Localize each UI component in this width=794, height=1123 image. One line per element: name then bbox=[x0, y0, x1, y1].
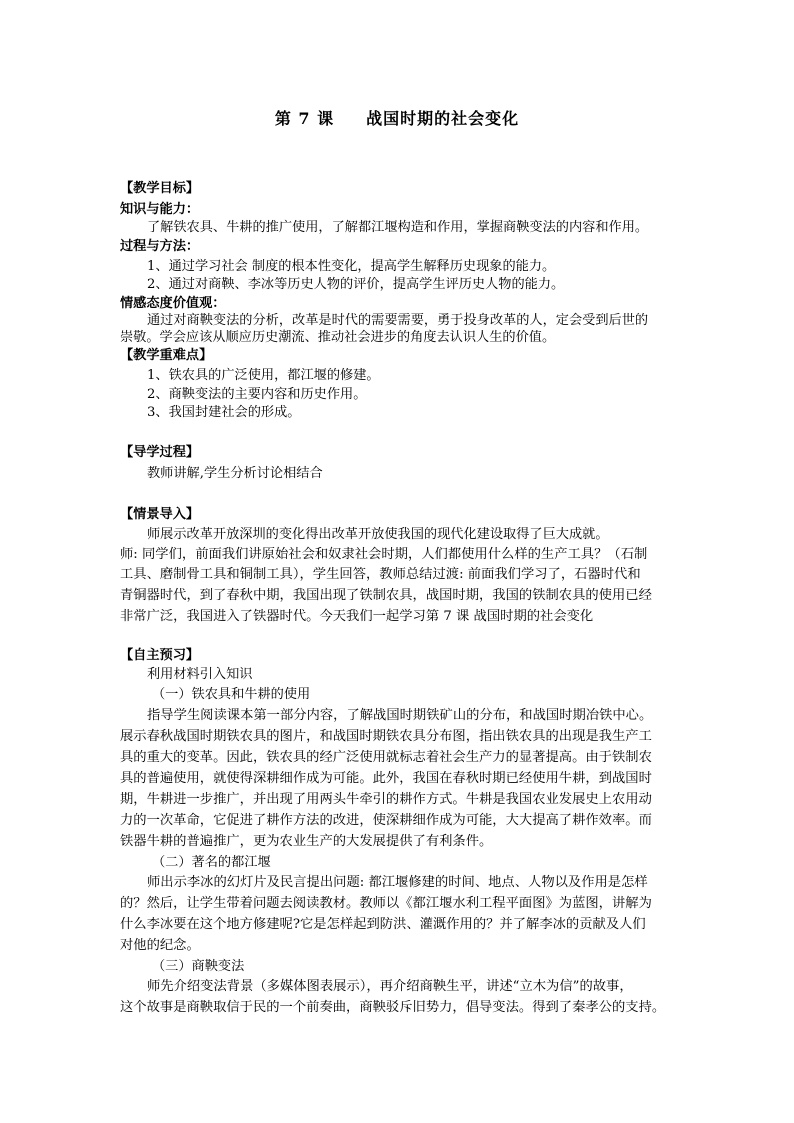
section-1-line-7: 铁器牛耕的普遍推广，更为农业生产的大发展提供了有利条件。 bbox=[120, 834, 493, 849]
section-2-line-1: 师出示李冰的幻灯片及民言提出问题: 都江堰修建的时间、地点、人物以及作用是怎样 bbox=[147, 875, 648, 890]
process-item-2: 2、通过对商鞅、李冰等历史人物的评价，提高学生评历史人物的能力。 bbox=[147, 277, 565, 292]
attitude-line-2: 崇敬。学会应该从顺应历史潮流、推动社会进步的角度去认识人生的价值。 bbox=[120, 330, 556, 345]
intro-line-1: 师展示改革开放深圳的变化得出改革开放使我国的现代化建设取得了巨大成就。 bbox=[147, 527, 609, 542]
knowledge-heading: 知识与能力： bbox=[120, 202, 200, 217]
attitude-heading: 情感态度价值观： bbox=[120, 296, 226, 311]
knowledge-text: 了解铁农具、牛耕的推广使用，了解都江堰构造和作用，掌握商鞅变法的内容和作用。 bbox=[147, 220, 649, 235]
section-1-line-3: 具的重大的变革。因此，铁农具的经广泛使用就标志着社会生产力的显著提高。由于铁制农 bbox=[120, 750, 652, 765]
key-point-1: 1、铁农具的广泛使用，都江堰的修建。 bbox=[147, 368, 380, 383]
lesson-title bbox=[0, 106, 794, 129]
process-heading: 过程与方法： bbox=[120, 239, 200, 254]
key-point-3: 3、我国封建社会的形成。 bbox=[147, 405, 301, 420]
key-points-heading: 【教学重难点】 bbox=[120, 348, 213, 363]
guide-heading: 【导学过程】 bbox=[120, 445, 200, 460]
section-1-line-2: 展示春秋战国时期铁农具的图片，和战国时期铁农具分布图，指出铁农具的出现是我生产工 bbox=[120, 729, 652, 744]
section-3-line-1: 师先介绍变法背景（多媒体图表展示），再介绍商鞅生平，讲述“立木为信”的故事， bbox=[147, 979, 633, 994]
guide-text: 教师讲解,学生分析讨论相结合 bbox=[147, 466, 323, 481]
preview-lead: 利用材料引入知识 bbox=[147, 667, 253, 682]
objectives-heading: 【教学目标】 bbox=[120, 181, 200, 196]
section-3-title: （三）商鞅变法 bbox=[152, 959, 245, 974]
section-2-line-2: 的？然后，让学生带着问题去阅读教材。教师以《都江堰水利工程平面图》为蓝图，讲解为 bbox=[120, 896, 652, 911]
intro-line-3: 工具、磨制骨工具和铜制工具），学生回答，教师总结过渡: 前面我们学习了，石器时代和 bbox=[120, 567, 641, 582]
section-1-line-4: 具的普遍使用，就使得深耕细作成为可能。此外，我国在春秋时期已经使用牛耕，到战国时 bbox=[120, 771, 652, 786]
intro-line-2: 师: 同学们，前面我们讲原始社会和奴隶社会时期，人们都使用什么样的生产工具？（石制 bbox=[120, 547, 648, 562]
section-2-line-4: 对他的纪念。 bbox=[120, 938, 200, 953]
preview-heading: 【自主预习】 bbox=[120, 648, 200, 663]
attitude-line-1: 通过对商鞅变法的分析，改革是时代的需要需要，勇于投身改革的人，定会受到后世的 bbox=[147, 313, 649, 328]
intro-line-5: 非常广泛，我国进入了铁器时代。今天我们一起学习第 7 课 战国时期的社会变化 bbox=[120, 609, 594, 624]
section-2-title: （二）著名的都江堰 bbox=[152, 855, 271, 870]
section-2-line-3: 什么李冰要在这个地方修建呢?它是怎样起到防洪、灌溉作用的？并了解李冰的贡献及人们 bbox=[120, 917, 646, 932]
process-item-1: 1、通过学习社会 制度的根本性变化，提高学生解释历史现象的能力。 bbox=[147, 259, 556, 274]
section-3-line-2: 这个故事是商鞅取信于民的一个前奏曲，商鞅驳斥旧势力，倡导变法。得到了秦孝公的支持。 bbox=[120, 1000, 666, 1015]
intro-line-4: 青铜器时代，到了春秋中期，我国出现了铁制农具，战国时期，我国的铁制农具的使用已经 bbox=[120, 588, 652, 603]
lesson-number: 第 7 课 bbox=[274, 109, 335, 128]
section-1-title: （一）铁农具和牛耕的使用 bbox=[152, 687, 311, 702]
intro-heading: 【情景导入】 bbox=[120, 507, 200, 522]
section-1-line-1: 指导学生阅读课本第一部分内容，了解战国时期铁矿山的分布，和战国时期冶铁中心。 bbox=[147, 708, 653, 723]
section-1-line-5: 期，牛耕进一步推广，并出现了用两头牛牵引的耕作方式。牛耕是我国农业发展史上农用动 bbox=[120, 792, 652, 807]
lesson-name: 战国时期的社会变化 bbox=[366, 109, 520, 128]
section-1-line-6: 力的一次革命，它促进了耕作方法的改进，使深耕细作成为可能，大大提高了耕作效率。而 bbox=[120, 813, 652, 828]
key-point-2: 2、商鞅变法的主要内容和历史作用。 bbox=[147, 387, 367, 402]
